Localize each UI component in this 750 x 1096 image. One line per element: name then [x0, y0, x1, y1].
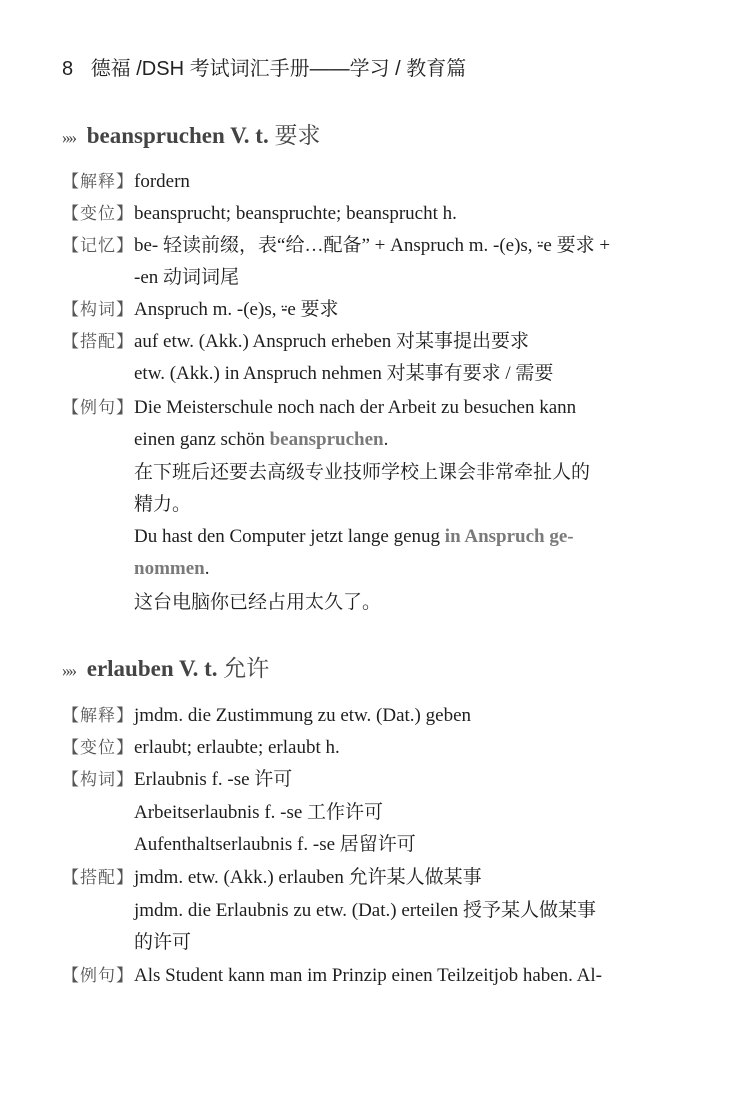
collocation-tag: 【搭配】 — [62, 868, 134, 888]
collocation-text: jmdm. etw. (Akk.) erlauben 允许某人做某事 — [134, 867, 482, 888]
headword-meaning: 要求 — [274, 123, 321, 148]
example-row — [62, 392, 576, 424]
entry-marker: »» — [62, 128, 75, 147]
part-of-speech: V. t. — [178, 656, 218, 681]
example-text: Die Meisterschule noch nach der Arbeit zu besuchen kann — [134, 397, 577, 418]
collocation-row — [62, 862, 482, 894]
definition-tag: 【解释】 — [62, 172, 134, 192]
collocation-row — [62, 326, 529, 358]
example-text: Als Student kann man im Prinzip einen Teilzeitjob haben. Al- — [134, 965, 602, 986]
example-tag: 【例句】 — [62, 398, 134, 418]
conjugation-text: erlaubt; erlaubte; erlaubt h. — [134, 737, 340, 758]
word-formation-text: Anspruch m. -(e)s, ⸚e 要求 — [134, 299, 339, 320]
word-formation-continuation: Aufenthaltserlaubnis f. -se 居留许可 — [134, 834, 416, 855]
conjugation-tag: 【变位】 — [62, 204, 134, 224]
example-text-part: einen ganz schön — [134, 429, 270, 450]
example-line — [134, 424, 388, 456]
word-formation-row — [62, 764, 292, 796]
definition-text: jmdm. die Zustimmung zu etw. (Dat.) geben — [134, 705, 471, 726]
conjugation-text: beansprucht; beanspruchte; beansprucht h. — [134, 203, 457, 224]
headword: erlauben — [86, 656, 174, 681]
page-number: 8 — [62, 58, 74, 80]
highlighted-word: beanspruchen — [269, 429, 384, 450]
entry-headword — [62, 650, 269, 683]
memory-tag: 【记忆】 — [62, 236, 134, 256]
entry-headword — [62, 117, 320, 150]
running-header — [62, 52, 466, 81]
collocation-continuation: etw. (Akk.) in Anspruch nehmen 对某事有要求 / 需要 — [134, 363, 554, 384]
example-tag: 【例句】 — [62, 966, 134, 986]
example-text-part: . — [383, 429, 389, 450]
example-translation: 这台电脑你已经占用太久了。 — [134, 592, 382, 613]
word-formation-continuation: Arbeitserlaubnis f. -se 工作许可 — [134, 802, 384, 823]
headword: beanspruchen — [86, 123, 225, 148]
word-formation-tag: 【构词】 — [62, 770, 134, 790]
collocation-continuation: 的许可 — [134, 932, 192, 953]
entry-marker: »» — [62, 661, 75, 680]
word-formation-row — [62, 294, 339, 326]
example-translation: 在下班后还要去高级专业技师学校上课会非常牵扯人的 — [134, 462, 591, 483]
conjugation-row — [62, 198, 457, 230]
part-of-speech: V. t. — [230, 123, 269, 148]
definition-text: fordern — [134, 171, 190, 192]
memory-continuation: -en 动词词尾 — [134, 267, 240, 288]
book-title: 德福 /DSH 考试词汇手册——学习 / 教育篇 — [90, 58, 467, 80]
collocation-continuation: jmdm. die Erlaubnis zu etw. (Dat.) erteilen 授予某人做某事 — [134, 900, 597, 921]
collocation-tag: 【搭配】 — [62, 332, 134, 352]
word-formation-text: Erlaubnis f. -se 许可 — [134, 769, 293, 790]
word-formation-tag: 【构词】 — [62, 300, 134, 320]
highlighted-word: in Anspruch ge- — [444, 526, 574, 547]
memory-row — [62, 230, 610, 262]
highlighted-word: nommen — [134, 558, 205, 579]
conjugation-row — [62, 732, 340, 764]
conjugation-tag: 【变位】 — [62, 738, 134, 758]
definition-row — [62, 700, 471, 732]
definition-tag: 【解释】 — [62, 706, 134, 726]
collocation-text: auf etw. (Akk.) Anspruch erheben 对某事提出要求 — [134, 331, 530, 352]
example-translation: 精力。 — [134, 494, 192, 515]
example-row — [62, 960, 602, 992]
memory-text: be- 轻读前缀，表“给…配备” + Anspruch m. -(e)s, ⸚e 要求 + — [134, 235, 611, 256]
headword-meaning: 允许 — [223, 656, 270, 681]
example-text-part: Du hast den Computer jetzt lange genug — [134, 526, 445, 547]
example-line — [134, 521, 574, 553]
definition-row — [62, 166, 190, 198]
example-text-part: . — [204, 558, 210, 579]
example-line — [134, 553, 209, 585]
